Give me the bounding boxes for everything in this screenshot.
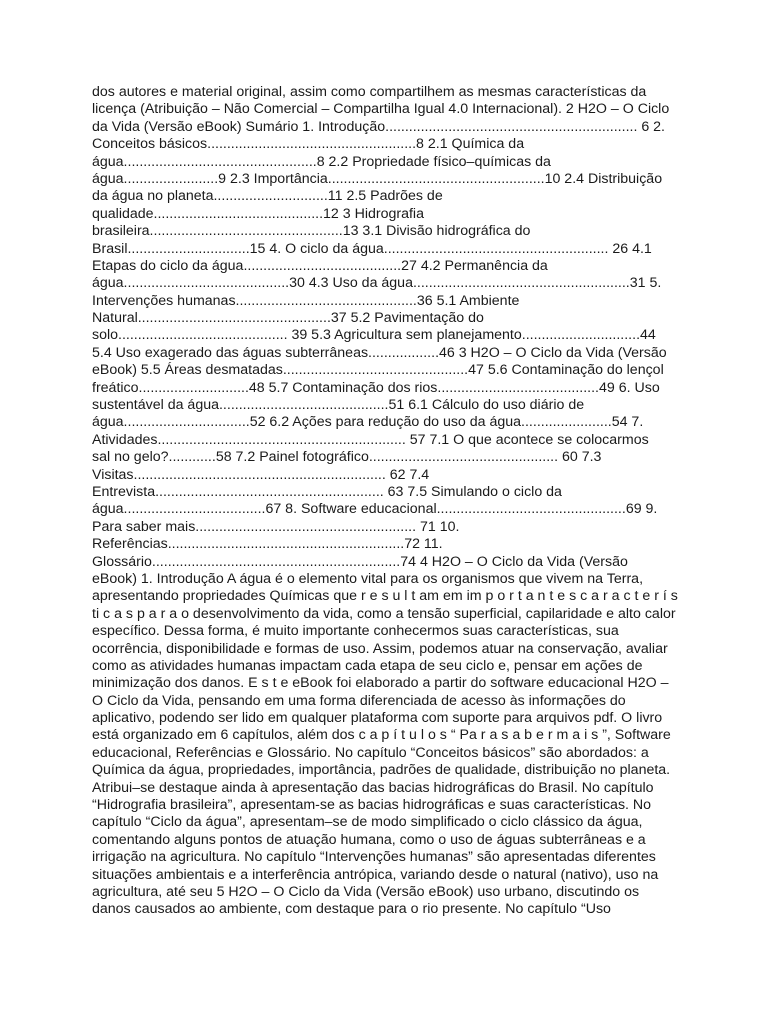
text-line: dos autores e material original, assim como compartilhem as mesmas características da (92, 84, 647, 100)
text-line: 5.4 Uso exagerado das águas subterrâneas..................46 3 H2O – O Ciclo da Vida (Versão (92, 344, 667, 361)
text-line: solo........................................... 39 5.3 Agricultura sem planejamento..............................44 (92, 327, 656, 344)
text-line: ocorrência, disponibilidade e formas de uso. Assim, podemos atuar na conservação, avaliar (92, 640, 668, 657)
text-line: licença (Atribuição – Não Comercial – Compartilha Igual 4.0 Internacional). 2 H2O – O Ciclo (92, 101, 670, 118)
text-line: sal no gelo?............58 7.2 Painel fotográfico................................................ 60 7.3 (92, 449, 602, 466)
text-line: da água no planeta.............................11 2.5 Padrões de (92, 188, 443, 205)
text-line: água................................52 6.2 Ações para redução do uso da água.......................54 7. (92, 414, 644, 431)
text-line: brasileira.................................................13 3.1 Divisão hidrográfica do (92, 223, 531, 240)
text-line: “Hidrografia brasileira”, apresentam-se as bacias hidrográficas e suas características. No (92, 797, 652, 814)
text-line: educacional, Referências e Glossário. No capítulo “Conceitos básicos” são abordados: a (92, 744, 649, 761)
text-line: Atribui–se destaque ainda à apresentação das bacias hidrográficas do Brasil. No capítulo (92, 779, 654, 796)
document-page (92, 84, 682, 936)
text-line: irrigação na agricultura. No capítulo “Intervenções humanas” são apresentadas diferentes (92, 849, 656, 866)
text-line: Glossário...............................................................74 4 H2O – O Ciclo da Vida (Versão (92, 553, 628, 570)
text-line: água.................................................8 2.2 Propriedade físico–químicas da (92, 153, 551, 170)
text-line: específico. Dessa forma, é muito importante conhecermos suas características, sua (92, 623, 619, 640)
text-line: Etapas do ciclo da água........................................27 4.2 Permanência da (92, 257, 548, 274)
text-line: capítulo “Ciclo da água”, apresentam–se de modo simplificado o ciclo clássico da água, (92, 814, 643, 831)
text-line: freático............................48 5.7 Contaminação dos rios.........................................49 6. Uso (92, 379, 660, 396)
text-line: água..........................................30 4.3 Uso da água.......................................................31 5. (92, 275, 662, 292)
text-line: Natural.................................................37 5.2 Pavimentação do (92, 310, 484, 327)
text-line: ti c a s p a r a o desenvolvimento da vida, como a tensão superficial, capilaridade e alto calor (92, 605, 676, 622)
text-line: minimização dos danos. E s t e eBook foi elaborado a partir do software educacional H2O – (92, 675, 669, 692)
text-line: está organizado em 6 capítulos, além dos c a p í t u l o s “ Pa r a s a b e r m a i s ”, Software (92, 727, 671, 744)
text-line: Referências............................................................72 11. (92, 536, 443, 553)
text-line: sustentável da água...........................................51 6.1 Cálculo do uso diário de (92, 397, 585, 414)
text-line: danos causados ao ambiente, com destaque para o rio presente. No capítulo “Uso (92, 901, 611, 918)
text-line: da Vida (Versão eBook) Sumário 1. Introdução................................................................ 6 2. (92, 118, 665, 135)
text-line: situações ambientais e a interferência antrópica, variando desde o natural (nativo), uso na (92, 866, 659, 883)
text-line (92, 919, 682, 936)
text-line: como as atividades humanas impactam cada etapa de seu ciclo e, pensar em ações de (92, 657, 643, 674)
text-line: eBook) 5.5 Áreas desmatadas...............................................47 5.6 Contaminação do lençol (92, 362, 664, 379)
text-line: apresentando propriedades Químicas que r e s u l t am em im p o r t a n t e s c a r a c t e r í s (92, 588, 678, 605)
text-line: água....................................67 8. Software educacional................................................69 9. (92, 501, 658, 518)
text-line: eBook) 1. Introdução A água é o elemento vital para os organismos que vivem na Terra, (92, 570, 644, 587)
text-line: Para saber mais........................................................ 71 10. (92, 518, 460, 535)
text-line: Brasil...............................15 4. O ciclo da água......................................................... 26 4.1 (92, 240, 652, 257)
text-line: Entrevista.......................................................... 63 7.5 Simulando o ciclo da (92, 483, 562, 500)
text-line: Atividades............................................................... 57 7.1 O que acontece se colocarmos (92, 431, 649, 448)
text-line: aplicativo, podendo ser lido em qualquer plataforma com suporte para arquivos pdf. O livro (92, 710, 663, 727)
text-line: Intervenções humanas..............................................36 5.1 Ambiente (92, 292, 520, 309)
text-line: Visitas................................................................ 62 7.4 (92, 466, 430, 483)
text-line: O Ciclo da Vida, pensando em uma forma diferenciada de acesso às informações do (92, 692, 626, 709)
text-line: Química da água, propriedades, importância, padrões de qualidade, distribuição no planeta. (92, 762, 671, 779)
text-line: agricultura, até seu 5 H2O – O Ciclo da Vida (Versão eBook) uso urbano, discutindo os (92, 883, 640, 900)
text-line: água........................9 2.3 Importância.......................................................10 2.4 Distribuição (92, 170, 663, 187)
text-line: Conceitos básicos.....................................................8 2.1 Química da (92, 136, 525, 153)
text-line: comentando alguns pontos de atuação humana, como o uso de águas subterrâneas e a (92, 831, 646, 848)
text-line: qualidade...........................................12 3 Hidrografia (92, 205, 424, 222)
